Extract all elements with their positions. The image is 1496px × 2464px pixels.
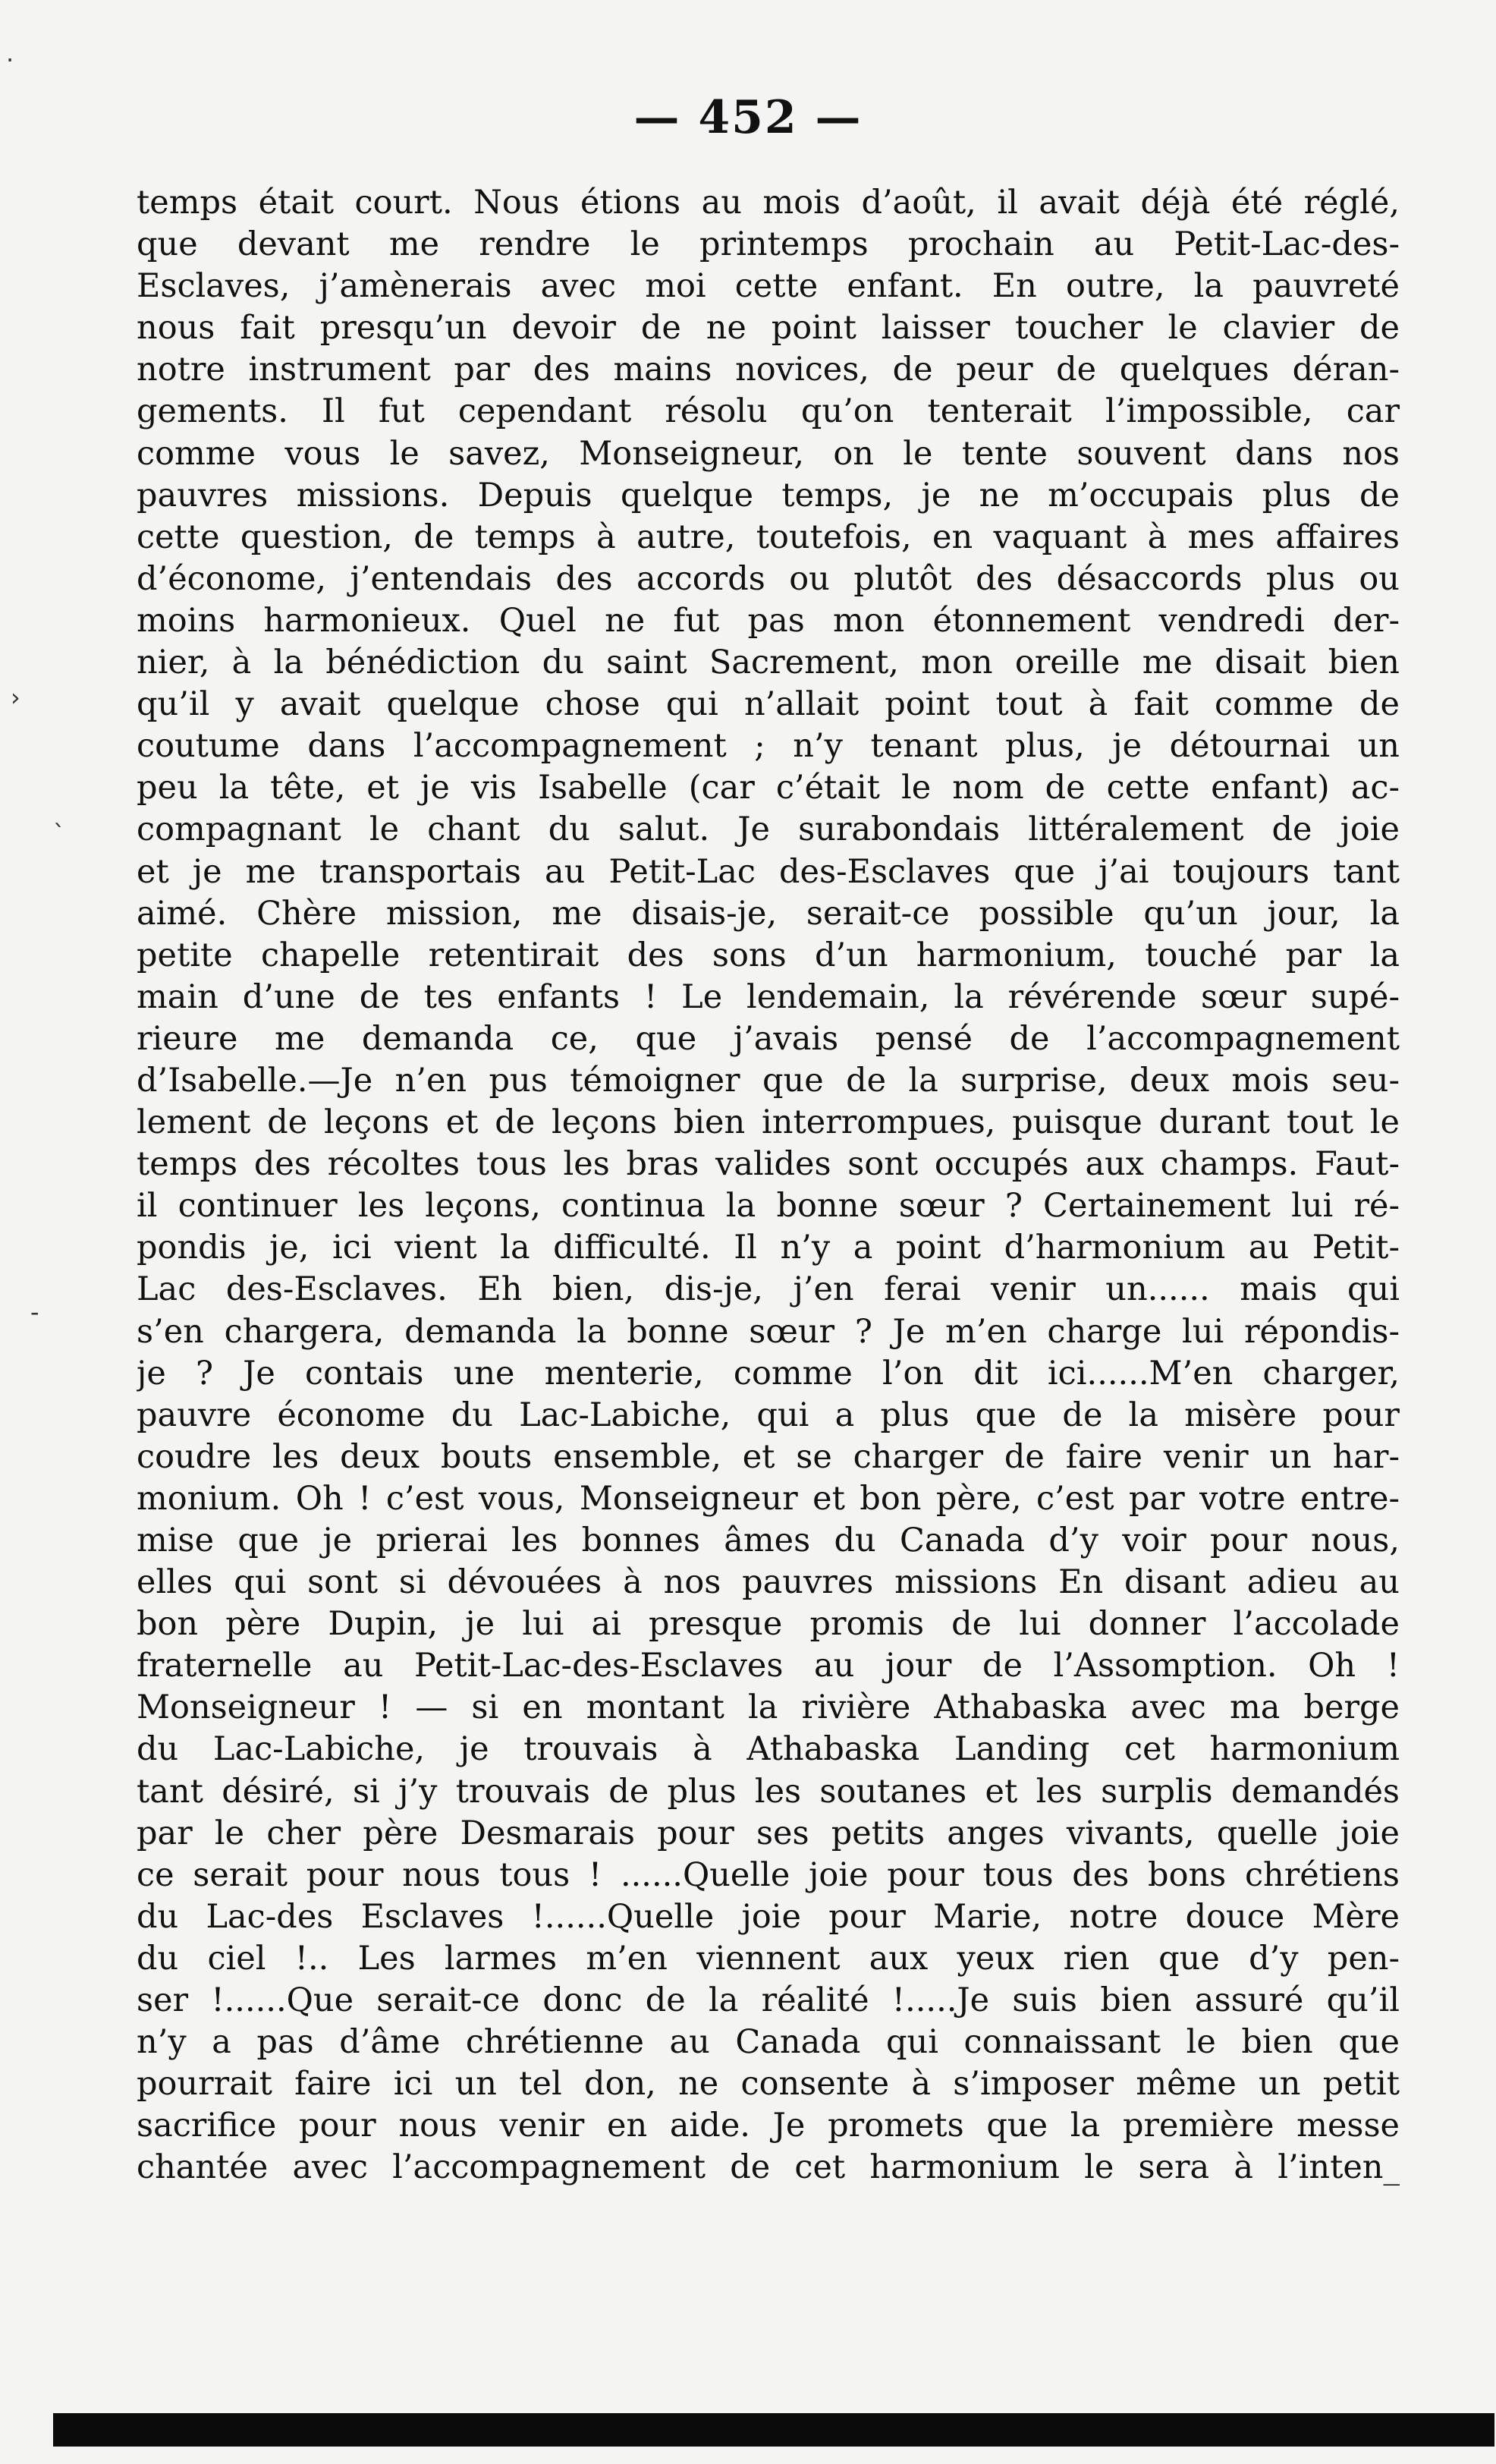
text-line: comme vous le savez, Monseigneur, on le tente souvent dans nos: [137, 434, 1400, 473]
scan-speck: -: [30, 1298, 39, 1326]
text-line: nier, à la bénédiction du saint Sacrement, mon oreille me disait bien: [137, 644, 1400, 682]
text-line: ser !......Que serait-ce donc de la réalité !.....Je suis bien assuré qu’il: [137, 1981, 1400, 2020]
text-line: du ciel !.. Les larmes m’en viennent aux yeux rien que d’y pen-: [137, 1939, 1400, 1978]
text-line: d’économe, j’entendais des accords ou plutôt des désaccords plus ou: [137, 559, 1400, 598]
text-line: coudre les deux bouts ensemble, et se charger de faire venir un har-: [137, 1437, 1400, 1476]
text-line: tant désiré, si j’y trouvais de plus les soutanes et les surplis demandés: [137, 1772, 1400, 1811]
text-line: mise que je prierai les bonnes âmes du Canada d’y voir pour nous,: [137, 1522, 1400, 1559]
text-line: main d’une de tes enfants ! Le lendemain, la révérende sœur supé-: [137, 977, 1400, 1016]
text-line: petite chapelle retentirait des sons d’un harmonium, touché par la: [137, 936, 1400, 974]
scan-speck: `: [53, 820, 65, 848]
text-line: que devant me rendre le printemps prochain au Petit-Lac-des-: [137, 225, 1400, 264]
scan-speck: ·: [6, 46, 14, 74]
text-line: nous fait presqu’un devoir de ne point laisser toucher le clavier de: [137, 309, 1400, 348]
text-line: n’y a pas d’âme chrétienne au Canada qui connaissant le bien que: [137, 2023, 1400, 2062]
text-line: Lac des-Esclaves. Eh bien, dis-je, j’en ferai venir un...... mais qui: [137, 1270, 1400, 1309]
text-line: temps des récoltes tous les bras valides sont occupés aux champs. Faut-: [137, 1145, 1400, 1184]
body-text: [137, 182, 1400, 2189]
scan-edge-bar: [53, 2413, 1494, 2447]
scan-speck: ›: [11, 683, 20, 712]
text-line: pauvre économe du Lac-Labiche, qui a plus que de la misère pour: [137, 1396, 1400, 1434]
text-line: je ? Je contais une menterie, comme l’on dit ici......M’en charger,: [137, 1354, 1400, 1392]
text-line: pondis je, ici vient la difficulté. Il n’y a point d’harmonium au Petit-: [137, 1229, 1400, 1267]
text-line: aimé. Chère mission, me disais-je, serait-ce possible qu’un jour, la: [137, 894, 1400, 933]
text-line: notre instrument par des mains novices, de peur de quelques déran-: [137, 351, 1400, 389]
text-line: chantée avec l’accompagnement de cet harmonium le sera à l’inten_: [137, 2148, 1400, 2187]
text-line: pourrait faire ici un tel don, ne consente à s’imposer même un petit: [137, 2065, 1400, 2104]
text-line: gements. Il fut cependant résolu qu’on tenterait l’impossible, car: [137, 392, 1400, 431]
text-line: qu’il y avait quelque chose qui n’allait point tout à fait comme de: [137, 685, 1400, 724]
text-line: s’en chargera, demanda la bonne sœur ? Je m’en charge lui répondis-: [137, 1312, 1400, 1351]
text-line: monium. Oh ! c’est vous, Monseigneur et bon père, c’est par votre entre-: [137, 1479, 1400, 1518]
text-line: Esclaves, j’amènerais avec moi cette enfant. En outre, la pauvreté: [137, 267, 1400, 306]
text-line: pauvres missions. Depuis quelque temps, je ne m’occupais plus de: [137, 476, 1400, 515]
text-line: d’Isabelle.—Je n’en pus témoigner que de la surprise, deux mois seu-: [137, 1061, 1400, 1100]
text-line: compagnant le chant du salut. Je surabondais littéralement de joie: [137, 810, 1400, 849]
page-number: — 452 —: [633, 91, 863, 144]
text-line: sacrifice pour nous venir en aide. Je promets que la première messe: [137, 2107, 1400, 2145]
text-line: par le cher père Desmarais pour ses petits anges vivants, quelle joie: [137, 1814, 1400, 1852]
text-line: rieure me demanda ce, que j’avais pensé de l’accompagnement: [137, 1019, 1400, 1058]
text-line: du Lac-Labiche, je trouvais à Athabaska Landing cet harmonium: [137, 1730, 1400, 1769]
text-line: Monseigneur ! — si en montant la rivière Athabaska avec ma berge: [137, 1688, 1400, 1727]
text-line: peu la tête, et je vis Isabelle (car c’était le nom de cette enfant) ac-: [137, 769, 1400, 807]
text-line: il continuer les leçons, continua la bonne sœur ? Certainement lui ré-: [137, 1187, 1400, 1226]
text-line: coutume dans l’accompagnement ; n’y tenant plus, je détournai un: [137, 727, 1400, 766]
text-line: cette question, de temps à autre, toutefois, en vaquant à mes affaires: [137, 518, 1400, 556]
text-line: ce serait pour nous tous ! ......Quelle joie pour tous des bons chrétiens: [137, 1855, 1400, 1894]
text-line: moins harmonieux. Quel ne fut pas mon étonnement vendredi der-: [137, 601, 1400, 640]
text-line: temps était court. Nous étions au mois d’août, il avait déjà été réglé,: [137, 184, 1400, 222]
text-line: bon père Dupin, je lui ai presque promis de lui donner l’accolade: [137, 1605, 1400, 1644]
text-line: elles qui sont si dévouées à nos pauvres missions En disant adieu au: [137, 1563, 1400, 1602]
text-line: et je me transportais au Petit-Lac des-Esclaves que j’ai toujours tant: [137, 852, 1400, 891]
text-line: fraternelle au Petit-Lac-des-Esclaves au jour de l’Assomption. Oh !: [137, 1647, 1400, 1685]
text-line: lement de leçons et de leçons bien interrompues, puisque durant tout le: [137, 1103, 1400, 1142]
text-line: du Lac-des Esclaves !......Quelle joie pour Marie, notre douce Mère: [137, 1897, 1400, 1936]
